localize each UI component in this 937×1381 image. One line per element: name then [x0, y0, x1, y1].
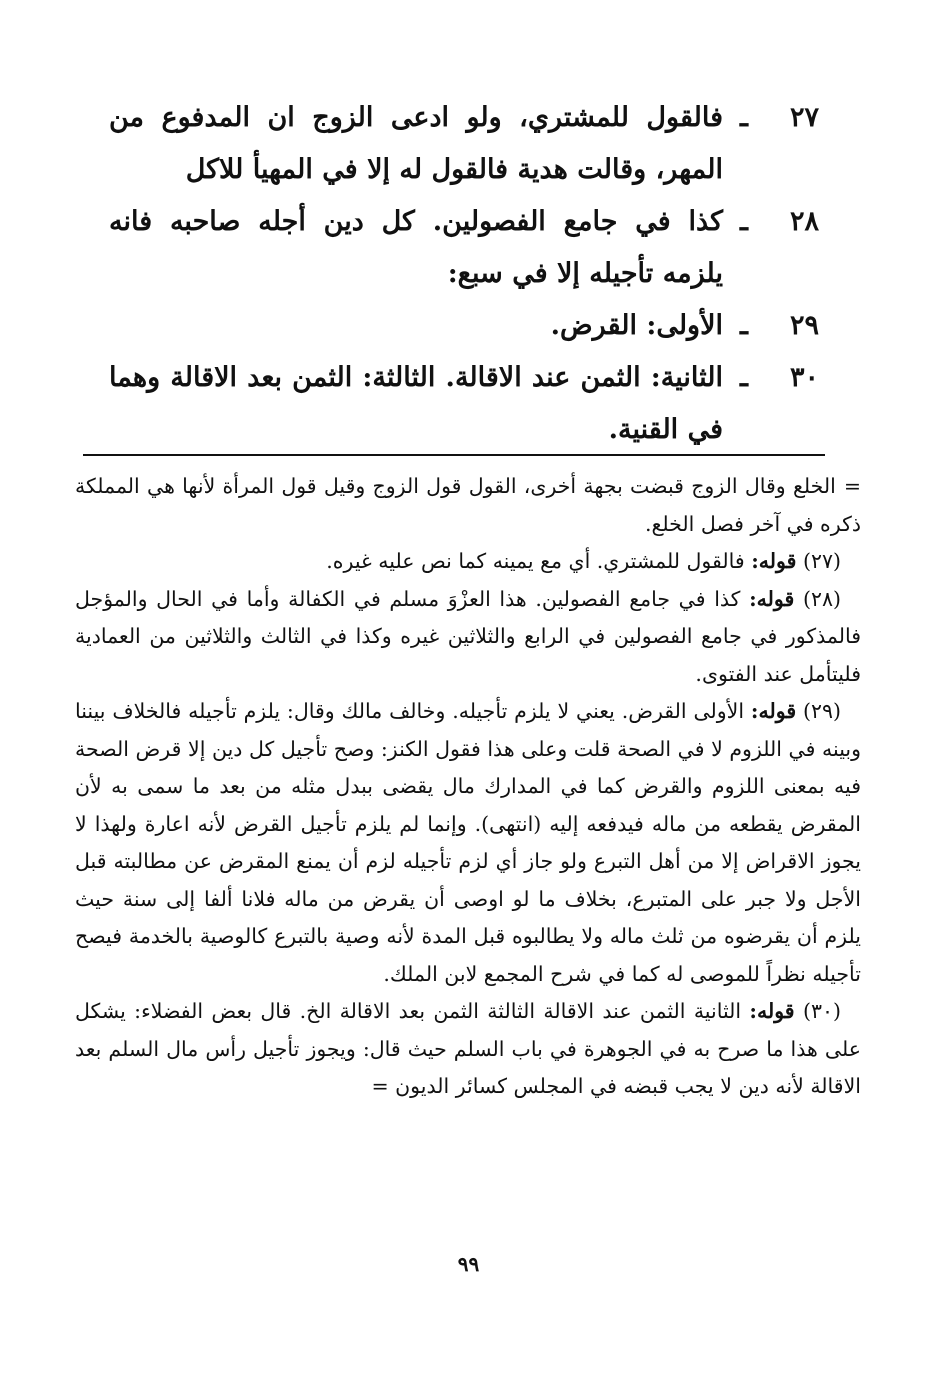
- entry-27: [109, 92, 819, 196]
- footnote-keyword: قوله:: [750, 699, 797, 723]
- entry-number: ٢٧: [789, 102, 819, 133]
- footnote-keyword: قوله:: [749, 999, 795, 1023]
- entry-text: الثانية: الثمن عند الاقالة. الثالثة: الثمن بعد الاقالة وهما في القنية.: [109, 362, 723, 445]
- entry-text: كذا في جامع الفصولين. كل دين أجله صاحبه فانه يلزمه تأجيله إلا في سبع:: [109, 206, 723, 289]
- footnote-text: الثانية الثمن عند الاقالة الثالثة الثمن بعد الاقالة الخ. قال بعض الفضلاء: يشكل على هذا ما صرح به في الجوهرة في باب السلم حيث قال: ويجوز تأجيل رأس مال السلم بعد الاقالة لأنه دين لا يجب قبضه في المجلس كسائر الديون =: [75, 999, 861, 1098]
- entry-dash: ـ: [740, 206, 748, 237]
- footnote-keyword: قوله:: [749, 586, 795, 611]
- footnote-30: [75, 993, 861, 1106]
- entry-dash: ـ: [740, 310, 748, 341]
- entry-dash: ـ: [740, 102, 748, 133]
- footnote-ref: (٢٩): [802, 699, 841, 723]
- footnote-ref: (٣٠): [802, 999, 841, 1023]
- footnote-text: الخلع وقال الزوج قبضت بجهة أخرى، القول قول الزوج وقيل قول المرأة لأنها هي المملكة ذكره في آخر فصل الخلع.: [75, 474, 861, 536]
- main-text: [109, 92, 819, 456]
- entry-text: فالقول للمشتري، ولو ادعى الزوج ان المدفوع من المهر، وقالت هدية فالقول له إلا في المهيأ للاكل: [109, 102, 723, 185]
- footnote-continuation: [75, 468, 861, 543]
- entry-30: [109, 352, 819, 456]
- entry-number: ٢٨: [789, 206, 819, 237]
- entry-number: ٢٩: [789, 310, 819, 341]
- footnote-text: الأولى القرض. يعني لا يلزم تأجيله. وخالف مالك وقال: يلزم تأجيله فالخلاف بيننا وبينه في اللزوم لا في الصحة قلت وعلى هذا فقول الكنز: وصح تأجيل كل دين إلا قرض الصحة فيه بمعنى اللزوم والقرض كما في المدارك مال يقضى ببدل مثله من بعد ما سمى به لأن المقرض يقطعه من ماله فيدفعه إليه (انتهى). وإنما لم يلزم تأجيل القرض لأنه اعارة ولهذا لا يجوز الاقراض إلا من أهل التبرع ولو جاز أي لزم تأجيله لزم أن يمنع المقرض عن مطالبته قبل الأجل ولا جبر على المتبرع، بخلاف ما لو اوصى أن يقرض من ماله فلانا ألفا إلى سنة حيث يلزم أن يقرضوه من ثلث ماله ولا يطالبوه قبل المدة لأنه وصية بالتبرع كالوصية بالخدمة فيصح تأجيله نظراً للموصى له كما في شرح المجمع لابن الملك.: [75, 699, 861, 986]
- footnote-27: [75, 543, 861, 581]
- entry-dash: ـ: [740, 362, 748, 393]
- page-number: ٩٩: [457, 1252, 480, 1276]
- footnote-28: [75, 581, 861, 694]
- footnote-text: كذا في جامع الفصولين. هذا العزْوَ مسلم في الكفالة وأما في الحال والمؤجل فالمذكور في جامع الفصولين في الرابع والثلاثين غيره وكذا في الثالث والثلاثين من العمادية فليتأمل عند الفتوى.: [75, 586, 861, 686]
- entry-text: الأولى: القرض.: [550, 310, 723, 341]
- entry-28: [109, 196, 819, 300]
- entry-29: [109, 300, 819, 352]
- entry-number: ٣٠: [789, 362, 819, 393]
- footnote-separator: [83, 454, 825, 456]
- footnote-text: فالقول للمشتري. أي مع يمينه كما نص عليه غيره.: [326, 549, 745, 573]
- footnote-keyword: قوله:: [751, 549, 797, 573]
- footnote-ref: (٢٨): [802, 586, 841, 611]
- footnote-ref: (٢٧): [802, 549, 841, 573]
- continuation-mark: =: [843, 474, 861, 498]
- footnotes: [75, 468, 861, 1106]
- footnote-29: [75, 693, 861, 993]
